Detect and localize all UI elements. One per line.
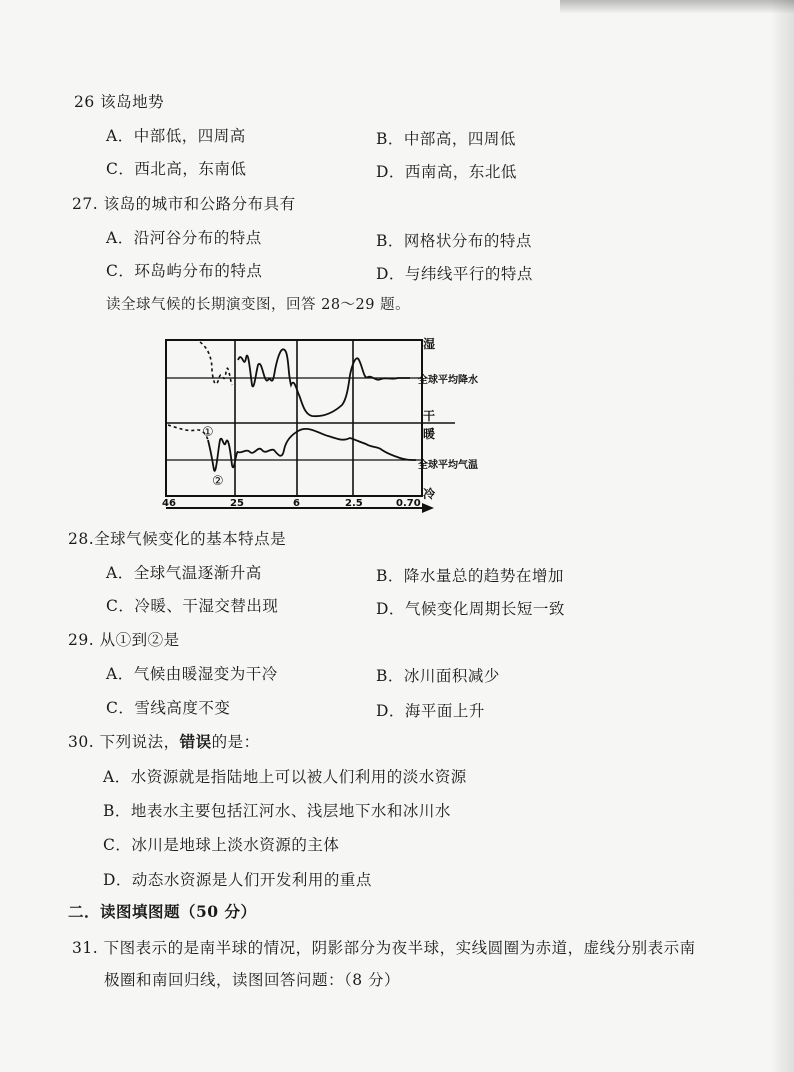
q29-option-a: A．气候由暖湿变为干冷 [106, 665, 278, 683]
q28-stem: 28.全球气候变化的基本特点是 [68, 530, 287, 548]
q31-line-2: 极圈和南回归线，读图回答问题：（8 分） [104, 971, 401, 989]
q26-option-b: B．中部高，四周低 [376, 130, 516, 148]
q28-option-d: D．气候变化周期长短一致 [376, 600, 565, 618]
label-wet: 湿 [423, 337, 436, 351]
scan-shadow-right [770, 0, 794, 1072]
tick-label-46: 46 [162, 498, 176, 509]
figure-frame [166, 340, 422, 496]
scan-shadow-top [560, 0, 794, 14]
q30-stem [68, 730, 260, 752]
figure-intro: 读全球气候的长期演变图，回答 28～29 题。 [106, 297, 411, 313]
label-avg-precip: 全球平均降水 [418, 375, 478, 386]
q30-option-c: C．冰川是地球上淡水资源的主体 [103, 836, 340, 854]
tick-label-2-5: 2.5 [345, 498, 363, 509]
label-dry: 干 [423, 409, 436, 423]
q26-option-d: D．西南高，东北低 [376, 163, 517, 181]
q26-option-c: C．西北高，东南低 [106, 160, 247, 178]
q27-option-b: B．网格状分布的特点 [376, 232, 532, 250]
q29-option-c: C．雪线高度不变 [106, 699, 231, 717]
q27-option-c: C．环岛屿分布的特点 [106, 262, 263, 280]
q28-option-b: B．降水量总的趋势在增加 [376, 567, 564, 585]
q30-option-d: D．动态水资源是人们开发利用的重点 [103, 871, 372, 889]
marker-1: ① [202, 425, 214, 440]
tick-label-25: 25 [230, 498, 244, 509]
q28-option-a: A．全球气温逐渐升高 [106, 564, 262, 582]
tick-label-0-70: 0.70 [396, 498, 421, 509]
label-warm: 暖 [423, 427, 436, 441]
section-2-heading: 二．读图填图题（50 分） [68, 902, 257, 921]
tick-label-6: 6 [293, 498, 300, 509]
temp-curve-solid [208, 429, 416, 471]
precip-curve-solid [238, 349, 410, 416]
q27-stem: 27. 该岛的城市和公路分布具有 [72, 195, 296, 213]
q28-option-c: C．冷暖、干湿交替出现 [106, 597, 279, 615]
climate-evolution-figure [160, 330, 500, 525]
q26-stem: 26 该岛地势 [74, 93, 165, 111]
q29-option-b: B．冰川面积减少 [376, 667, 500, 685]
q29-option-d: D．海平面上升 [376, 702, 485, 720]
q29-stem: 29. 从①到②是 [68, 631, 180, 649]
q30-stem-emphasis: 错误 [179, 732, 212, 751]
marker-2: ② [212, 474, 224, 489]
q27-option-d: D．与纬线平行的特点 [376, 265, 533, 283]
q30-stem-suffix: 的是： [211, 733, 260, 751]
q31-line-1: 31. 下图表示的是南半球的情况，阴影部分为夜半球，实线圆圈为赤道，虚线分别表示南 [72, 939, 696, 957]
q30-option-b: B．地表水主要包括江河水、浅层地下水和冰川水 [103, 802, 451, 820]
q27-option-a: A．沿河谷分布的特点 [106, 229, 262, 247]
label-cold: 冷 [423, 487, 436, 501]
label-avg-temp: 全球平均气温 [418, 460, 478, 471]
q30-option-a: A．水资源就是指陆地上可以被人们利用的淡水资源 [103, 768, 467, 786]
q30-stem-prefix: 30. 下列说法， [68, 733, 180, 751]
q26-option-a: A．中部低，四周高 [106, 127, 246, 145]
axis-arrow [422, 503, 434, 513]
